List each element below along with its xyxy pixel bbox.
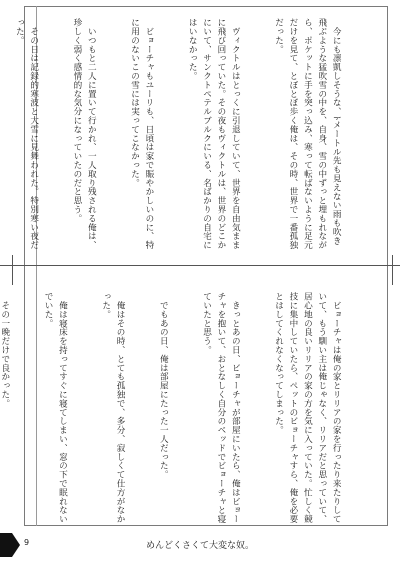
page-number: 9 xyxy=(24,538,30,547)
paragraph: その一晩だけで良かった。 xyxy=(0,292,10,408)
paragraph: その日は記録的寒波と大雪に見舞われた。特別寒い夜だった。 xyxy=(14,18,39,250)
paragraph: きっとあの日、ビョーチャが部屋にいたら、俺はビョーチャを抱いて、おとなしく自分のベッドでビョーチャと寝ていたと思う。 xyxy=(201,292,241,524)
paragraph: ヴィクトルはとっくに引退していて、世界を自由気ままに飛び回っていた。その夜もヴィクトルは、世界のどこかにいて、サンクトペテルブルクにいる、名ばかりの自宅にはいなかった。 xyxy=(187,18,241,250)
crop-mark-right xyxy=(392,255,393,285)
paragraph: 今にも凛凱しそうな、ﾄメートル先も見えない雨も吹き飛ぶような猛吹雪の中を、自身、雪の中ずっと埋もれながら、ポケットに手を突っ込み、寒って転ばないように足元だけを見て、とぼとぼ歩く俺は、その時、世界で一番孤独だった。 xyxy=(273,18,342,250)
bottom-text-block xyxy=(0,292,372,526)
paragraph: ビョーチャもユーリも、日頃は家で賑やかしいのに、特に用のないこの雪には実ってこなかった。 xyxy=(129,18,154,250)
paragraph: いつもと二人に置いて行かれ、一人取り残される俺は、珍しく弱く感情的な気分になっていたのだと思う。 xyxy=(71,18,97,250)
running-title: めんどくさくて大変な奴。 xyxy=(145,541,254,551)
paragraph: 俺は寝床を持ってすぐに寝てしまい、窓の下で眠れないでいた。 xyxy=(43,292,68,524)
section-divider-line xyxy=(0,265,400,266)
paragraph: 俺はその時、とても孤独で、多分、寂しくて仕方がなかった。 xyxy=(100,292,126,524)
crop-mark-left xyxy=(12,255,13,285)
paragraph: でもあの日、俺は部屋にたった一人だった。 xyxy=(158,292,169,479)
paragraph: ビョーチャは俺の家とリリアの家を行ったり来たりしていて、もう馴い主は俺じゃなく、リリアだと思っていて、居心地の良いリリアの家の方を気に入っていた。忙しく競技に集中していたら、ペットのビョーチャすら、俺を必要とはしてくれなくなってしまった。 xyxy=(273,292,342,524)
top-text-block xyxy=(14,18,372,252)
